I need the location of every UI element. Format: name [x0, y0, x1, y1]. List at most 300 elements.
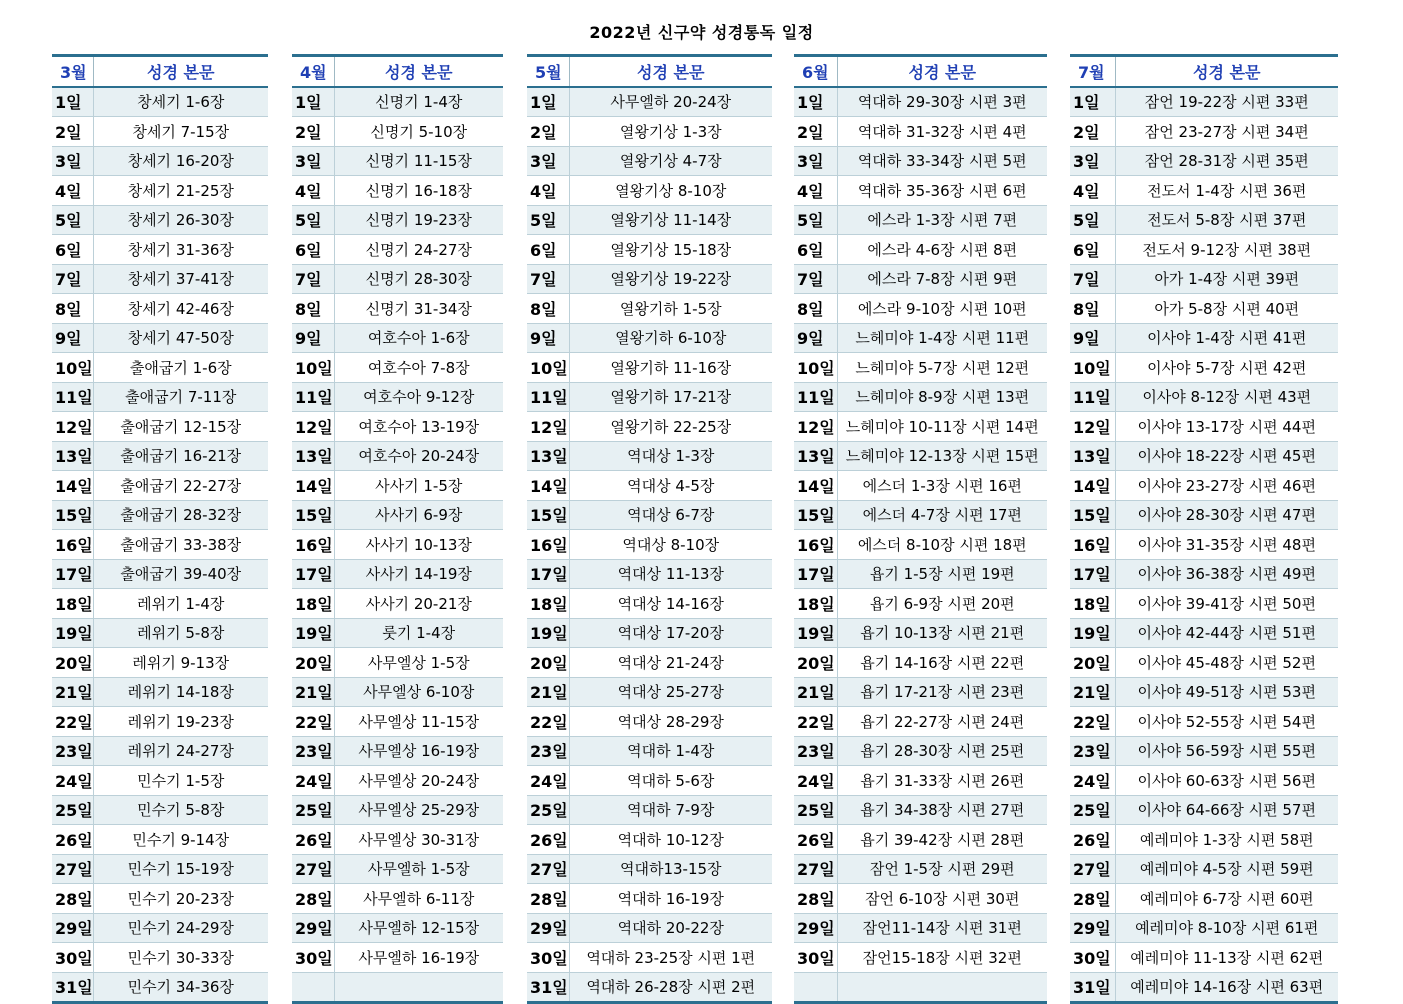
table-row — [527, 913, 772, 943]
day-label: 20일 — [1070, 648, 1115, 678]
day-label: 1일 — [1070, 87, 1115, 117]
reading-text: 역대하 31-32장 시편 4편 — [837, 117, 1047, 147]
day-label: 11일 — [527, 382, 569, 412]
reading-text: 역대상 4-5장 — [569, 471, 772, 501]
day-label: 12일 — [292, 412, 334, 442]
reading-text: 역대상 14-16장 — [569, 589, 772, 619]
reading-text: 출애굽기 16-21장 — [93, 441, 268, 471]
table-row — [1070, 795, 1338, 825]
table-row — [527, 707, 772, 737]
reading-text: 이사야 39-41장 시편 50편 — [1115, 589, 1338, 619]
day-label: 25일 — [1070, 795, 1115, 825]
day-label: 21일 — [794, 677, 837, 707]
day-label: 13일 — [292, 441, 334, 471]
table-row — [794, 943, 1047, 973]
reading-text: 여호수아 1-6장 — [334, 323, 503, 353]
table-row — [52, 412, 268, 442]
table-row — [292, 766, 503, 796]
day-label: 26일 — [527, 825, 569, 855]
reading-text: 욥기 39-42장 시편 28편 — [837, 825, 1047, 855]
day-label: 14일 — [292, 471, 334, 501]
day-label: 13일 — [527, 441, 569, 471]
table-row — [794, 854, 1047, 884]
day-label: 31일 — [527, 972, 569, 1003]
day-label: 2일 — [794, 117, 837, 147]
day-label: 20일 — [292, 648, 334, 678]
reading-text: 예레미야 11-13장 시편 62편 — [1115, 943, 1338, 973]
table-row — [527, 825, 772, 855]
reading-text: 창세기 47-50장 — [93, 323, 268, 353]
table-row — [1070, 677, 1338, 707]
reading-text: 사사기 1-5장 — [334, 471, 503, 501]
reading-text: 열왕기상 8-10장 — [569, 176, 772, 206]
table-row — [527, 648, 772, 678]
day-label: 27일 — [52, 854, 93, 884]
day-label: 3일 — [52, 146, 93, 176]
day-label: 3일 — [1070, 146, 1115, 176]
reading-text: 창세기 1-6장 — [93, 87, 268, 117]
reading-text: 사무엘상 16-19장 — [334, 736, 503, 766]
table-row — [794, 677, 1047, 707]
day-label: 18일 — [292, 589, 334, 619]
day-label: 17일 — [527, 559, 569, 589]
day-label: 23일 — [527, 736, 569, 766]
day-label: 29일 — [1070, 913, 1115, 943]
table-row — [52, 382, 268, 412]
table-row — [52, 559, 268, 589]
reading-text: 출애굽기 12-15장 — [93, 412, 268, 442]
day-label: 31일 — [52, 972, 93, 1003]
table-row — [292, 323, 503, 353]
day-label: 25일 — [52, 795, 93, 825]
reading-text: 열왕기상 1-3장 — [569, 117, 772, 147]
table-row — [527, 353, 772, 383]
table-row — [292, 412, 503, 442]
day-label: 8일 — [292, 294, 334, 324]
day-label: 14일 — [1070, 471, 1115, 501]
day-label: 19일 — [794, 618, 837, 648]
table-row — [1070, 294, 1338, 324]
reading-text: 여호수아 9-12장 — [334, 382, 503, 412]
reading-text: 잠언 1-5장 시편 29편 — [837, 854, 1047, 884]
day-label: 2일 — [52, 117, 93, 147]
table-row — [1070, 146, 1338, 176]
reading-text: 이사야 36-38장 시편 49편 — [1115, 559, 1338, 589]
day-label: 24일 — [527, 766, 569, 796]
reading-text: 레위기 1-4장 — [93, 589, 268, 619]
day-label: 11일 — [794, 382, 837, 412]
reading-text: 열왕기상 4-7장 — [569, 146, 772, 176]
reading-text: 이사야 31-35장 시편 48편 — [1115, 530, 1338, 560]
day-label: 12일 — [52, 412, 93, 442]
day-label: 5일 — [527, 205, 569, 235]
table-row — [527, 176, 772, 206]
day-label: 21일 — [527, 677, 569, 707]
reading-text: 신명기 16-18장 — [334, 176, 503, 206]
day-label: 9일 — [1070, 323, 1115, 353]
table-row — [292, 500, 503, 530]
reading-text: 전도서 1-4장 시편 36편 — [1115, 176, 1338, 206]
table-row — [292, 530, 503, 560]
table-row — [292, 382, 503, 412]
text-header: 성경 본문 — [1115, 56, 1338, 87]
day-label: 26일 — [794, 825, 837, 855]
reading-text: 예레미야 8-10장 시편 61편 — [1115, 913, 1338, 943]
table-row — [794, 766, 1047, 796]
day-label: 10일 — [527, 353, 569, 383]
reading-text: 여호수아 20-24장 — [334, 441, 503, 471]
day-label: 21일 — [292, 677, 334, 707]
table-row — [52, 294, 268, 324]
table-row — [794, 294, 1047, 324]
table-row — [52, 146, 268, 176]
table-row — [527, 235, 772, 265]
reading-text: 사사기 20-21장 — [334, 589, 503, 619]
day-label: 18일 — [52, 589, 93, 619]
table-row — [1070, 117, 1338, 147]
day-label: 24일 — [794, 766, 837, 796]
day-label: 9일 — [292, 323, 334, 353]
day-label: 1일 — [292, 87, 334, 117]
day-label: 14일 — [527, 471, 569, 501]
day-label: 19일 — [52, 618, 93, 648]
reading-text: 역대하 35-36장 시편 6편 — [837, 176, 1047, 206]
day-label: 4일 — [1070, 176, 1115, 206]
table-row — [52, 205, 268, 235]
table-row — [292, 913, 503, 943]
reading-text: 민수기 15-19장 — [93, 854, 268, 884]
table-row — [292, 825, 503, 855]
reading-text: 에스라 4-6장 시편 8편 — [837, 235, 1047, 265]
table-row — [527, 87, 772, 117]
day-label: 3일 — [292, 146, 334, 176]
table-row — [292, 235, 503, 265]
day-label: 4일 — [527, 176, 569, 206]
reading-text: 역대하 5-6장 — [569, 766, 772, 796]
reading-text: 신명기 24-27장 — [334, 235, 503, 265]
reading-text: 역대하 10-12장 — [569, 825, 772, 855]
day-label: 11일 — [1070, 382, 1115, 412]
text-header: 성경 본문 — [334, 56, 503, 87]
table-row — [527, 117, 772, 147]
day-label: 17일 — [794, 559, 837, 589]
table-row — [794, 117, 1047, 147]
reading-text: 출애굽기 7-11장 — [93, 382, 268, 412]
reading-text: 민수기 9-14장 — [93, 825, 268, 855]
table-row — [52, 707, 268, 737]
day-label: 1일 — [527, 87, 569, 117]
table-row — [794, 412, 1047, 442]
table-row — [292, 795, 503, 825]
table-row — [292, 943, 503, 973]
day-label: 29일 — [52, 913, 93, 943]
reading-text: 신명기 28-30장 — [334, 264, 503, 294]
reading-text: 신명기 11-15장 — [334, 146, 503, 176]
reading-text: 아가 1-4장 시편 39편 — [1115, 264, 1338, 294]
table-row — [527, 471, 772, 501]
table-row — [527, 766, 772, 796]
day-label: 8일 — [794, 294, 837, 324]
day-label: 14일 — [52, 471, 93, 501]
day-label: 24일 — [52, 766, 93, 796]
table-row — [292, 648, 503, 678]
day-label: 1일 — [794, 87, 837, 117]
table-row — [1070, 972, 1338, 1003]
table-row — [527, 972, 772, 1003]
reading-text: 이사야 42-44장 시편 51편 — [1115, 618, 1338, 648]
table-row — [527, 146, 772, 176]
day-label: 26일 — [292, 825, 334, 855]
reading-text: 사무엘상 6-10장 — [334, 677, 503, 707]
day-label: 16일 — [794, 530, 837, 560]
reading-text: 예레미야 6-7장 시편 60편 — [1115, 884, 1338, 914]
reading-text: 역대하 20-22장 — [569, 913, 772, 943]
table-row — [794, 707, 1047, 737]
day-label: 2일 — [1070, 117, 1115, 147]
day-label: 28일 — [1070, 884, 1115, 914]
reading-text: 창세기 16-20장 — [93, 146, 268, 176]
day-label: 2일 — [527, 117, 569, 147]
reading-text: 에스더 8-10장 시편 18편 — [837, 530, 1047, 560]
reading-text: 열왕기상 11-14장 — [569, 205, 772, 235]
reading-text: 역대하 23-25장 시편 1편 — [569, 943, 772, 973]
reading-text: 에스더 1-3장 시편 16편 — [837, 471, 1047, 501]
day-label: 25일 — [794, 795, 837, 825]
day-label: 23일 — [794, 736, 837, 766]
day-label: 7일 — [52, 264, 93, 294]
table-row — [794, 146, 1047, 176]
table-row — [794, 87, 1047, 117]
reading-text: 사무엘상 25-29장 — [334, 795, 503, 825]
reading-text: 창세기 42-46장 — [93, 294, 268, 324]
day-label: 11일 — [292, 382, 334, 412]
table-row — [527, 382, 772, 412]
day-label: 26일 — [1070, 825, 1115, 855]
day-label: 8일 — [52, 294, 93, 324]
day-label: 16일 — [52, 530, 93, 560]
table-row — [52, 264, 268, 294]
table-row — [794, 589, 1047, 619]
reading-text: 역대상 17-20장 — [569, 618, 772, 648]
day-label: 21일 — [52, 677, 93, 707]
text-header: 성경 본문 — [837, 56, 1047, 87]
table-row — [52, 736, 268, 766]
reading-text: 에스라 7-8장 시편 9편 — [837, 264, 1047, 294]
reading-text: 민수기 34-36장 — [93, 972, 268, 1003]
table-row — [1070, 854, 1338, 884]
reading-text: 이사야 49-51장 시편 53편 — [1115, 677, 1338, 707]
reading-text: 욥기 10-13장 시편 21편 — [837, 618, 1047, 648]
reading-text: 사무엘상 11-15장 — [334, 707, 503, 737]
table-row — [292, 677, 503, 707]
table-row — [292, 471, 503, 501]
day-label: 6일 — [794, 235, 837, 265]
table-row — [794, 235, 1047, 265]
reading-text: 역대상 6-7장 — [569, 500, 772, 530]
day-label: 22일 — [52, 707, 93, 737]
table-row — [794, 884, 1047, 914]
reading-text: 욥기 6-9장 시편 20편 — [837, 589, 1047, 619]
reading-text: 민수기 30-33장 — [93, 943, 268, 973]
text-header: 성경 본문 — [93, 56, 268, 87]
reading-text: 사무엘상 20-24장 — [334, 766, 503, 796]
day-label: 12일 — [1070, 412, 1115, 442]
reading-text: 전도서 9-12장 시편 38편 — [1115, 235, 1338, 265]
table-row — [292, 736, 503, 766]
reading-text: 전도서 5-8장 시편 37편 — [1115, 205, 1338, 235]
table-row — [292, 559, 503, 589]
table-row — [527, 677, 772, 707]
table-row — [527, 294, 772, 324]
day-label: 27일 — [527, 854, 569, 884]
reading-text: 느헤미야 12-13장 시편 15편 — [837, 441, 1047, 471]
reading-text: 이사야 5-7장 시편 42편 — [1115, 353, 1338, 383]
table-row — [527, 854, 772, 884]
table-row — [1070, 884, 1338, 914]
table-row — [1070, 530, 1338, 560]
day-label — [292, 972, 334, 1003]
day-label: 4일 — [292, 176, 334, 206]
day-label: 9일 — [527, 323, 569, 353]
table-row — [1070, 176, 1338, 206]
table-row — [292, 353, 503, 383]
reading-text: 느헤미야 8-9장 시편 13편 — [837, 382, 1047, 412]
reading-text: 레위기 24-27장 — [93, 736, 268, 766]
table-row — [292, 707, 503, 737]
table-row — [52, 589, 268, 619]
table-row — [527, 618, 772, 648]
table-row — [527, 589, 772, 619]
table-row — [1070, 589, 1338, 619]
day-label: 13일 — [794, 441, 837, 471]
reading-text: 룻기 1-4장 — [334, 618, 503, 648]
reading-text: 열왕기하 6-10장 — [569, 323, 772, 353]
reading-text: 사사기 14-19장 — [334, 559, 503, 589]
day-label: 5일 — [52, 205, 93, 235]
reading-text: 레위기 14-18장 — [93, 677, 268, 707]
table-row — [794, 264, 1047, 294]
day-label: 10일 — [1070, 353, 1115, 383]
table-row — [1070, 913, 1338, 943]
day-label: 6일 — [292, 235, 334, 265]
reading-text: 역대상 11-13장 — [569, 559, 772, 589]
table-row — [794, 500, 1047, 530]
reading-text: 역대하 16-19장 — [569, 884, 772, 914]
table-row — [1070, 618, 1338, 648]
table-row — [794, 972, 1047, 1003]
day-label: 6일 — [1070, 235, 1115, 265]
reading-text: 역대하 29-30장 시편 3편 — [837, 87, 1047, 117]
day-label: 27일 — [292, 854, 334, 884]
day-label: 9일 — [794, 323, 837, 353]
day-label: 14일 — [794, 471, 837, 501]
day-label: 20일 — [52, 648, 93, 678]
table-row — [52, 500, 268, 530]
table-row — [52, 677, 268, 707]
table-row — [1070, 87, 1338, 117]
day-label: 7일 — [1070, 264, 1115, 294]
table-row — [527, 412, 772, 442]
table-row — [794, 825, 1047, 855]
table-row — [1070, 825, 1338, 855]
day-label: 1일 — [52, 87, 93, 117]
reading-text: 욥기 17-21장 시편 23편 — [837, 677, 1047, 707]
table-row — [52, 323, 268, 353]
table-row — [52, 618, 268, 648]
day-label: 19일 — [292, 618, 334, 648]
day-label: 24일 — [1070, 766, 1115, 796]
day-label: 2일 — [292, 117, 334, 147]
reading-text: 여호수아 13-19장 — [334, 412, 503, 442]
reading-text: 예레미야 14-16장 시편 63편 — [1115, 972, 1338, 1003]
table-row — [292, 87, 503, 117]
day-label: 4일 — [794, 176, 837, 206]
day-label: 27일 — [794, 854, 837, 884]
table-row — [527, 736, 772, 766]
reading-text: 역대하 7-9장 — [569, 795, 772, 825]
reading-text: 사무엘하 12-15장 — [334, 913, 503, 943]
table-row — [527, 884, 772, 914]
day-label: 5일 — [1070, 205, 1115, 235]
day-label: 29일 — [794, 913, 837, 943]
reading-text: 역대하 1-4장 — [569, 736, 772, 766]
reading-text: 에스더 4-7장 시편 17편 — [837, 500, 1047, 530]
reading-text: 역대상 28-29장 — [569, 707, 772, 737]
day-label: 10일 — [794, 353, 837, 383]
day-label: 15일 — [527, 500, 569, 530]
table-row — [52, 913, 268, 943]
reading-text: 느헤미야 10-11장 시편 14편 — [837, 412, 1047, 442]
reading-text: 열왕기하 11-16장 — [569, 353, 772, 383]
reading-text: 이사야 56-59장 시편 55편 — [1115, 736, 1338, 766]
month-header: 4월 — [292, 56, 334, 87]
day-label: 28일 — [292, 884, 334, 914]
table-row — [794, 913, 1047, 943]
reading-text: 이사야 64-66장 시편 57편 — [1115, 795, 1338, 825]
reading-text: 여호수아 7-8장 — [334, 353, 503, 383]
reading-text: 사무엘상 1-5장 — [334, 648, 503, 678]
day-label: 18일 — [1070, 589, 1115, 619]
month-table-march — [52, 54, 268, 1004]
reading-text: 역대하 33-34장 시편 5편 — [837, 146, 1047, 176]
reading-text: 예레미야 1-3장 시편 58편 — [1115, 825, 1338, 855]
day-label: 21일 — [1070, 677, 1115, 707]
day-label: 17일 — [1070, 559, 1115, 589]
table-row — [794, 648, 1047, 678]
reading-text: 출애굽기 22-27장 — [93, 471, 268, 501]
table-row — [1070, 943, 1338, 973]
reading-text: 욥기 22-27장 시편 24편 — [837, 707, 1047, 737]
table-row — [527, 500, 772, 530]
reading-text: 느헤미야 5-7장 시편 12편 — [837, 353, 1047, 383]
table-row — [1070, 382, 1338, 412]
table-row — [527, 323, 772, 353]
reading-text: 창세기 26-30장 — [93, 205, 268, 235]
table-row — [292, 264, 503, 294]
table-row — [52, 648, 268, 678]
day-label: 13일 — [1070, 441, 1115, 471]
reading-text: 역대상 25-27장 — [569, 677, 772, 707]
day-label: 23일 — [292, 736, 334, 766]
day-label: 22일 — [794, 707, 837, 737]
day-label: 17일 — [52, 559, 93, 589]
table-row — [794, 323, 1047, 353]
table-row — [52, 854, 268, 884]
reading-text — [837, 972, 1047, 1003]
reading-text: 출애굽기 1-6장 — [93, 353, 268, 383]
reading-text: 역대상 21-24장 — [569, 648, 772, 678]
table-row — [1070, 736, 1338, 766]
